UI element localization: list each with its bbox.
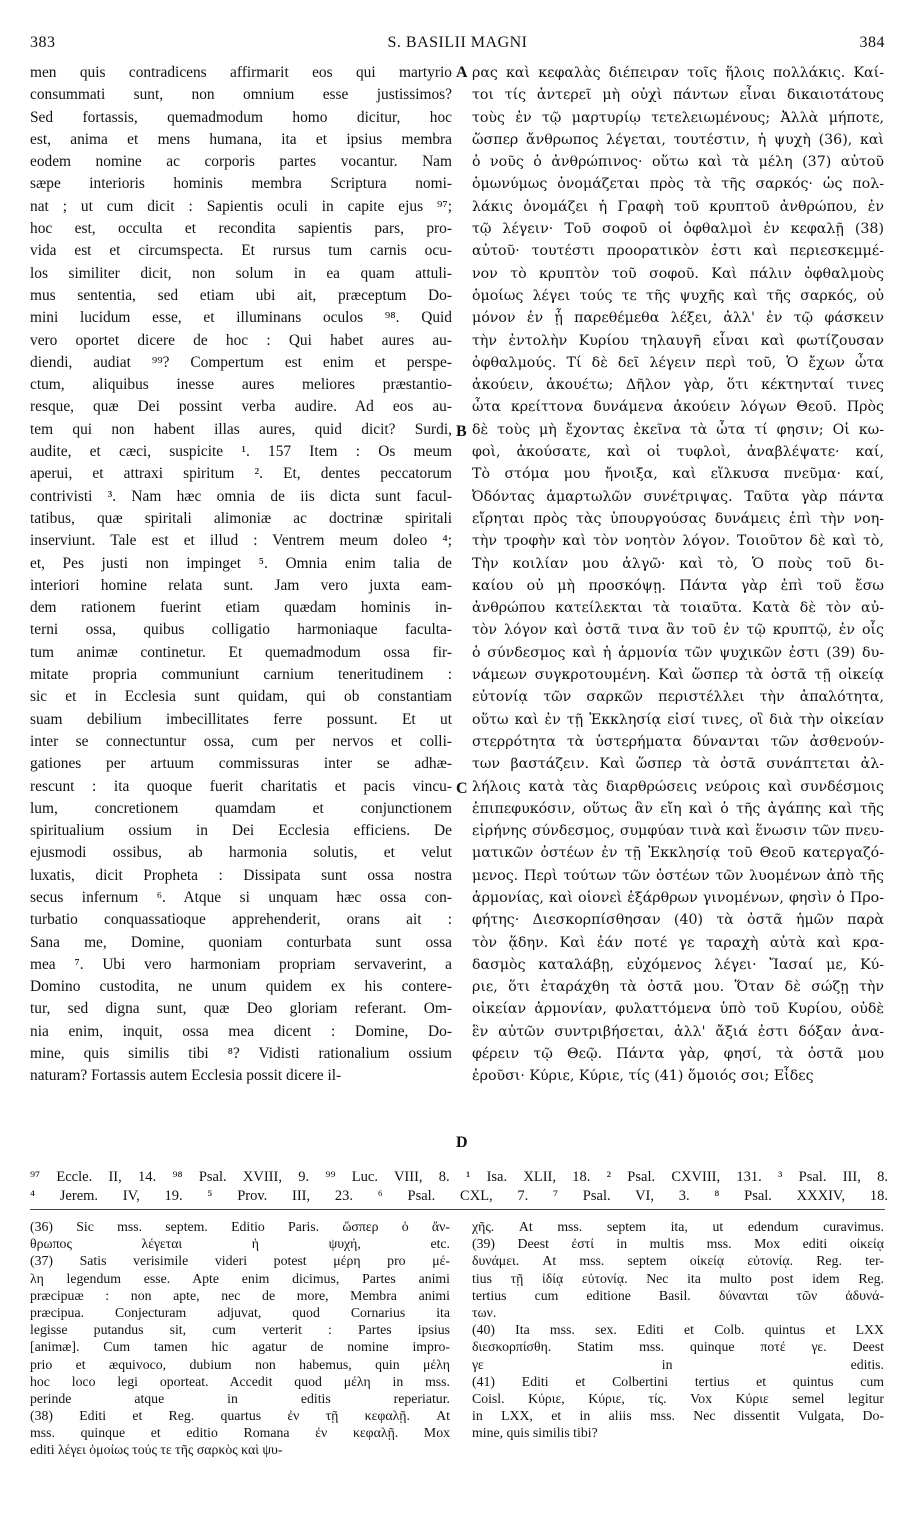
latin-text-line: inserviunt. Tale est et illud : Ventrem meum doleo ⁴; xyxy=(30,532,452,550)
latin-text-line: eodem nomine ac corporis partes vocantur. Nam xyxy=(30,153,452,171)
greek-text-line: φοὶ, ἀκούσατε, καὶ οἱ τυφλοὶ, ἀναβλέψατε· καί, xyxy=(472,444,884,461)
greek-text-line: ἐπιπεφυκόσιν, οὕτως ἂν εἴη καὶ ὁ τῆς ἀγάπης καὶ τῆς xyxy=(472,800,884,817)
footnote-line: mine, quis similis tibi? xyxy=(472,1425,598,1441)
latin-text-line: luxatis, dicit Propheta : Dissipata sunt ossa nostra xyxy=(30,866,452,884)
greek-text-line: Τὸ στόμα μου ἤνοιξα, καὶ εἵλκυσα πνεῦμα· καί, xyxy=(472,466,884,483)
footnote-line: θρωπος λέγεται ἡ ψυχή, etc. xyxy=(30,1236,450,1252)
greek-text-line: ὁ σύνδεσμος καὶ ἡ ἁρμονία τῶν ψυχικῶν ἐστι (39) δυ- xyxy=(472,644,884,661)
footnote-line: λη legendum esse. Apte enim dicimus, Partes animi xyxy=(30,1270,450,1286)
greek-text-line: φέρειν τῷ Θεῷ. Πάντα γὰρ, φησί, τὰ ὀστᾶ μου xyxy=(472,1046,884,1063)
footnotes-right xyxy=(472,1218,884,1441)
latin-text-line: suam debilium imbecillitates ferre possunt. Et ut xyxy=(30,710,452,728)
page-header xyxy=(30,34,885,56)
footnote-line: in LXX, et in aliis mss. Nec dissentit Vulgata, Do- xyxy=(472,1408,884,1424)
greek-text-line: ματικῶν ὀστέων ἐν τῇ Ἐκκλησίᾳ τοῦ Θεοῦ κατεργαζό- xyxy=(472,845,884,862)
latin-text-line: Sana me, Domine, quoniam conturbata sunt ossa xyxy=(30,933,452,951)
greek-text-line: Ὀδόντας ἁμαρτωλῶν συνέτριψας. Ταῦτα γὰρ πάντα xyxy=(472,488,884,505)
greek-text-line: εὐτονίᾳ τῶν σαρκῶν περιστέλλει τὴν ἁπαλότητα, xyxy=(472,689,884,706)
latin-text-line: mea ⁷. Ubi vero harmoniam propriam servaverint, a xyxy=(30,955,452,973)
latin-text-line: contrivisti ³. Nam hæc omnia de iis dicta sunt facul- xyxy=(30,487,452,505)
footnote-line: mss. quinque et editio Romana ἐν κεφαλῇ. Mox xyxy=(30,1425,450,1441)
latin-text-line: resque, quæ Dei possint verba audire. Ad eos au- xyxy=(30,398,452,416)
greek-text-line: τὸν ᾅδην. Καὶ ἐάν ποτέ γε ταραχὴ αὐτὰ καὶ κρα- xyxy=(472,934,884,951)
latin-text-line: et, Pes justi non impinget ⁵. Omnia enim talia de xyxy=(30,554,452,572)
greek-text-line: δασμὸς καταλάβῃ, εὐχόμενος λέγει· Ἴασαί με, Κύ- xyxy=(472,956,884,973)
greek-text-line: ὁμοίως λέγει τούς τε τῆς ψυχῆς καὶ τῆς σαρκός, οὐ xyxy=(472,287,884,304)
latin-text-line: naturam? Fortassis autem Ecclesia possit dicere il- xyxy=(30,1067,342,1085)
greek-text-line: καίου οὐ μὴ προσκόψῃ. Πάντα γὰρ ἐπὶ τοῦ ἔσω xyxy=(472,577,884,594)
footnote-divider xyxy=(30,1209,885,1210)
latin-column xyxy=(30,62,452,1088)
greek-text-line: οἰκείαν ἁρμονίαν, φυλαττόμενα ὑπὸ τοῦ Κυρίου, οὐδὲ xyxy=(472,1001,884,1018)
latin-text-line: aperui, et attraxi spiritum ². Et, dentes peccatorum xyxy=(30,465,452,483)
latin-text-line: Sed fortassis, quemadmodum homo dicitur, hoc xyxy=(30,108,452,126)
footnote-line: (36) Sic mss. septem. Editio Paris. ὥσπερ ὁ ἄν- xyxy=(30,1219,450,1234)
greek-text-line: οὕτω καὶ ἐν τῇ Ἐκκλησίᾳ εἰσί τινες, οἳ διὰ τὴν οἰκείαν xyxy=(472,711,884,728)
latin-text-line: Domino custodita, ne unum quidem ex his contere- xyxy=(30,978,452,996)
latin-text-line: inter se connectuntur ossa, cum per nervos et colli- xyxy=(30,732,452,750)
footnote-line: hoc loco legi oporteat. Accedit quod μέλη in mss. xyxy=(30,1373,450,1389)
greek-text-line: ὥσπερ ἄνθρωπος λέγεται, τουτέστιν, ἡ ψυχὴ (36), καὶ xyxy=(472,131,884,148)
footnote-line: præcipuæ : non apte, nec de more, Membra animi xyxy=(30,1287,450,1303)
footnote-line: legisse putandus sit, cum verterit : Partes ipsius xyxy=(30,1322,450,1338)
footnote-line: editi λέγει ὁμοίως τούς τε τῆς σαρκὸς καὶ ψυ- xyxy=(30,1442,283,1458)
page-number-right: 384 xyxy=(859,34,885,51)
greek-text-line: τὴν τροφὴν καὶ τὸν νοητὸν λόγον. Τοιοῦτον δὲ καὶ τὸ, xyxy=(472,533,884,550)
greek-text-line: ὀφθαλμούς. Τί δὲ δεῖ λέγειν περὶ τοῦ, Ὁ ἔχων ὦτα xyxy=(472,354,884,371)
footnote-line: δυνάμει. At mss. septem οἰκείᾳ εὐτονίᾳ. Reg. ter- xyxy=(472,1253,884,1269)
footnote-line: χῆς. At mss. septem ita, ut edendum curavimus. xyxy=(472,1219,884,1234)
latin-text-line: nia enim, inquit, ossa mea dicent : Domine, Do- xyxy=(30,1022,452,1040)
footnote-line: Coisl. Κύριε, Κύριε, τίς. Vox Κύριε semel legitur xyxy=(472,1390,884,1406)
latin-text-line: sic et in Ecclesia sunt quidam, qui ob constantiam xyxy=(30,688,452,706)
footnote-line: (39) Deest ἐστί in multis mss. Mox editi οἰκείᾳ xyxy=(472,1236,884,1252)
greek-text-line: μόνον ἐν ᾗ παρεθέμεθα λέξει, ἀλλ' ἐν τῷ φάσκειν xyxy=(472,310,884,327)
greek-text-line: τῷ λέγειν· Τοῦ σοφοῦ οἱ ὀφθαλμοὶ ἐν κεφαλῇ (38) xyxy=(472,221,884,238)
latin-text-line: est, anima et mens humana, ita et ipsius membra xyxy=(30,130,452,148)
margin-marker-b: B xyxy=(456,423,467,440)
greek-text-line: ριε, ὅτι ἐταράχθη τὰ ὀστᾶ μου. Ὅταν δὲ σώζῃ τὴν xyxy=(472,979,884,996)
greek-text-line: λήλοις κατὰ τὰς διαρθρώσεις νεύροις καὶ συνδέσμοις xyxy=(472,778,884,795)
greek-text-line: νάμεων συγκροτουμένη. Καὶ ὥσπερ τὰ ὀστᾶ τῇ οἰκείᾳ xyxy=(472,667,884,684)
latin-text-line: consummati sunt, non omnium esse justissimos? xyxy=(30,86,452,104)
reference-line: ⁹⁷ Eccle. II, 14. ⁹⁸ Psal. XVIII, 9. ⁹⁹ Luc. VIII, 8. ¹ Isa. XLII, 18. ² Psal. CXVIII, 131. ³ Psal. III, 8. xyxy=(30,1169,888,1185)
greek-text-line: ἐροῦσι· Κύριε, Κύριε, τίς (41) ὅμοιός σοι; Εἶδες xyxy=(472,1068,814,1085)
footnote-line: [animæ]. Cum tamen hic agatur de nomine impro- xyxy=(30,1339,450,1355)
footnote-line: (38) Editi et Reg. quartus ἐν τῇ κεφαλῇ. At xyxy=(30,1408,450,1424)
latin-text-line: dem rationem fuerint etiam quædam hominis in- xyxy=(30,599,452,617)
latin-text-line: tem qui non habent illas aures, quid dicit? Surdi, xyxy=(30,420,452,438)
latin-text-line: interiori homine relata sunt. Jam vero juxta eam- xyxy=(30,576,452,594)
latin-text-line: ejusmodi ossibus, ab harmonia solutis, et velut xyxy=(30,844,452,862)
greek-text-line: μενος. Περὶ τούτων τῶν ὀστέων τῶν λυομένων ἀπὸ τῆς xyxy=(472,867,884,884)
greek-text-line: τὴν ἐντολὴν Κυρίου τηλαυγῆ εἶναι καὶ φωτίζουσαν xyxy=(472,332,884,349)
latin-text-line: tum animæ continetur. Et quemadmodum ossa fir- xyxy=(30,643,452,661)
margin-marker-c: C xyxy=(456,780,468,797)
margin-marker-a: A xyxy=(456,64,468,81)
greek-text-line: στερρότητα τὰ ὑστερήματα δύνανται τῶν ἀσθενούν- xyxy=(472,733,884,750)
latin-text-line: rescunt : ita quoque fuerit charitatis et pacis vincu- xyxy=(30,777,452,795)
latin-text-line: nat ; ut cum dicit : Sapientis oculi in capite ejus ⁹⁷; xyxy=(30,197,452,215)
greek-text-line: αὐτοῦ· τουτέστι προορατικὸν ἐστι καὶ περιεσκεμμέ- xyxy=(472,243,884,260)
greek-text-line: τοὺς ἐν τῷ μαρτυρίῳ τετελειωμένους; Ἀλλὰ μήποτε, xyxy=(472,109,884,126)
footnote-line: tius τῇ ἰδίᾳ εὐτονίᾳ. Nec ita multo post idem Reg. xyxy=(472,1270,884,1286)
greek-column xyxy=(472,62,884,1088)
greek-text-line: λάκις ὀνομάζει ἡ Γραφὴ τοῦ κρυπτοῦ ἀνθρώπου, ἐν xyxy=(472,198,884,215)
greek-text-line: τοι τίς ἀντερεῖ μὴ οὐχὶ πάντων εἶναι δικαιοτάτους xyxy=(472,87,884,104)
latin-text-line: mitate propria communiunt carnium teneritudinem : xyxy=(30,666,452,684)
greek-text-line: ρας καὶ κεφαλὰς διέπειραν τοῖς ἥλοις πολλάκις. Καί- xyxy=(472,65,884,81)
footnote-line: perinde atque in editis reperiatur. xyxy=(30,1390,450,1406)
latin-text-line: gationes per artuum commissuras inter se adhæ- xyxy=(30,755,452,773)
latin-text-line: sæpe interioris hominis membra Scriptura nomi- xyxy=(30,175,452,193)
footnote-line: των. xyxy=(472,1304,497,1320)
scripture-references xyxy=(30,1168,888,1206)
latin-text-line: men quis contradicens affirmarit eos qui martyrio xyxy=(30,64,452,81)
latin-text-line: los similiter dicit, non solum in ea quam attuli- xyxy=(30,264,452,282)
greek-text-line: των βαστάζειν. Καὶ ὥσπερ τὰ ὀστᾶ συνάπτεται ἀλ- xyxy=(472,756,884,773)
latin-text-line: diendi, audiat ⁹⁹? Compertum est enim et perspe- xyxy=(30,353,452,371)
footnote-line: prio et æquivoco, dubium non habemus, quin μέλη xyxy=(30,1356,450,1372)
latin-text-line: mus sententia, sed etiam ubi ait, præceptum Do- xyxy=(30,286,452,304)
greek-text-line: ἀνθρώπου κατείλεκται τὰ τοιαῦτα. Κατὰ δὲ τὸν αὐ- xyxy=(472,600,884,617)
greek-text-line: εἰρήνης σύνδεσμος, συμφύαν τινὰ καὶ ἕνωσιν τῶν πνευ- xyxy=(472,823,884,840)
greek-text-line: τὸν λόγον καὶ ὀστᾶ τινα ἂν τοῦ ἐν τῷ κρυπτῷ, ἐν οἷς xyxy=(472,622,884,639)
greek-text-line: Τὴν κοιλίαν μου ἀλγῶ· καὶ τὸ, Ὁ ποὺς τοῦ δι- xyxy=(472,555,884,572)
greek-text-line: ὁ νοῦς ὁ ἀνθρώπινος· οὕτω καὶ τὰ μέλη (37) αὐτοῦ xyxy=(472,154,884,171)
greek-text-line: δὲ τοὺς μὴ ἔχοντας ἐκεῖνα τὰ ὦτα τί φησιν; Οἱ κω- xyxy=(472,421,884,438)
footnote-line: (37) Satis verisimile videri potest μέρη pro μέ- xyxy=(30,1253,450,1269)
greek-text-line: ἀκούειν, ἀκουέτω; Δῆλον γὰρ, ὅτι κέκτηνταί τινες xyxy=(472,377,884,394)
latin-text-line: audite, et cæci, suspicite ¹. 157 Item : Os meum xyxy=(30,443,452,461)
footnotes-left xyxy=(30,1218,450,1459)
latin-text-line: mine, quis similis tibi ⁸? Vidisti rationalium ossium xyxy=(30,1045,452,1063)
latin-text-line: tatibus, quæ spiritali alimoniæ ac doctrinæ spiritali xyxy=(30,509,452,527)
greek-text-line: νον τὸ κρυπτὸν τοῦ σοφοῦ. Καὶ πάλιν ὀφθαλμοὺς xyxy=(472,265,884,282)
greek-text-line: ἁρμονίας, καὶ οἱονεὶ ἐξάρθρων γινομένων, φησὶν ὁ Προ- xyxy=(472,889,884,906)
latin-text-line: tur, sed digna sunt, quæ Deo gloriam referant. Om- xyxy=(30,1000,452,1018)
greek-text-line: ὦτα κρείττονα δυνάμενα ἀκούειν λόγων Θεοῦ. Πρὸς xyxy=(472,399,884,416)
latin-text-line: hoc est, occulta et recondita sapientis pars, pro- xyxy=(30,220,452,238)
footnote-line: γε in editis. xyxy=(472,1356,884,1372)
latin-text-line: terni ossa, quibus colligatio harmoniaque faculta- xyxy=(30,621,452,639)
latin-text-line: secus infernum ⁶. Atque si unquam hæc ossa con- xyxy=(30,888,452,906)
latin-text-line: vida est et circumspecta. Et rursus tum carnis ocu- xyxy=(30,242,452,260)
footnote-line: (40) Ita mss. sex. Editi et Colb. quintus et LXX xyxy=(472,1322,884,1338)
latin-text-line: spiritualium ossium in Dei Ecclesia efficiens. De xyxy=(30,822,452,840)
footnote-line: præcipua. Conjecturam adjuvat, quod Cornarius ita xyxy=(30,1304,450,1320)
running-title: S. BASILII MAGNI xyxy=(387,34,528,51)
latin-text-line: vero oportet dicere de hoc : Qui habet aures au- xyxy=(30,331,452,349)
footnote-line: (41) Editi et Colbertini tertius et quintus cum xyxy=(472,1373,884,1389)
greek-text-line: ὁμωνύμως ὀνομάζεται πρὸς τὰ τῆς σαρκός· ὡς πολ- xyxy=(472,176,884,193)
greek-text-line: ἓν αὐτῶν συντριβήσεται, ἀλλ' ἄξιά ἐστι δόξαν ἀνα- xyxy=(472,1023,884,1040)
footnote-line: διεσκορπίσθη. Statim mss. quinque ποτέ γε. Deest xyxy=(472,1339,884,1355)
latin-text-line: ctum, aliquibus inesse aures meliores præstantio- xyxy=(30,376,452,394)
latin-text-line: turbatio conquassatioque apprehenderit, orans ait : xyxy=(30,911,452,929)
greek-text-line: εἴρηται πρὸς τὰς ὑπουργούσας δυνάμεις ἐπὶ τὴν νοη- xyxy=(472,510,884,527)
footnote-line: tertius cum editione Basil. δύνανται τῶν ἀδυνά- xyxy=(472,1287,884,1303)
page-number-left: 383 xyxy=(30,34,56,51)
margin-marker-d: D xyxy=(456,1134,468,1151)
reference-line: ⁴ Jerem. IV, 19. ⁵ Prov. III, 23. ⁶ Psal. CXL, 7. ⁷ Psal. VI, 3. ⁸ Psal. XXXIV, 18. xyxy=(30,1188,888,1204)
latin-text-line: lum, concretionem quamdam et conjunctionem xyxy=(30,799,452,817)
latin-text-line: mini lucidum esse, et illuminans oculos ⁹⁸. Quid xyxy=(30,309,452,327)
greek-text-line: φήτης· Διεσκορπίσθησαν (40) τὰ ὀστᾶ ἡμῶν παρὰ xyxy=(472,912,884,929)
